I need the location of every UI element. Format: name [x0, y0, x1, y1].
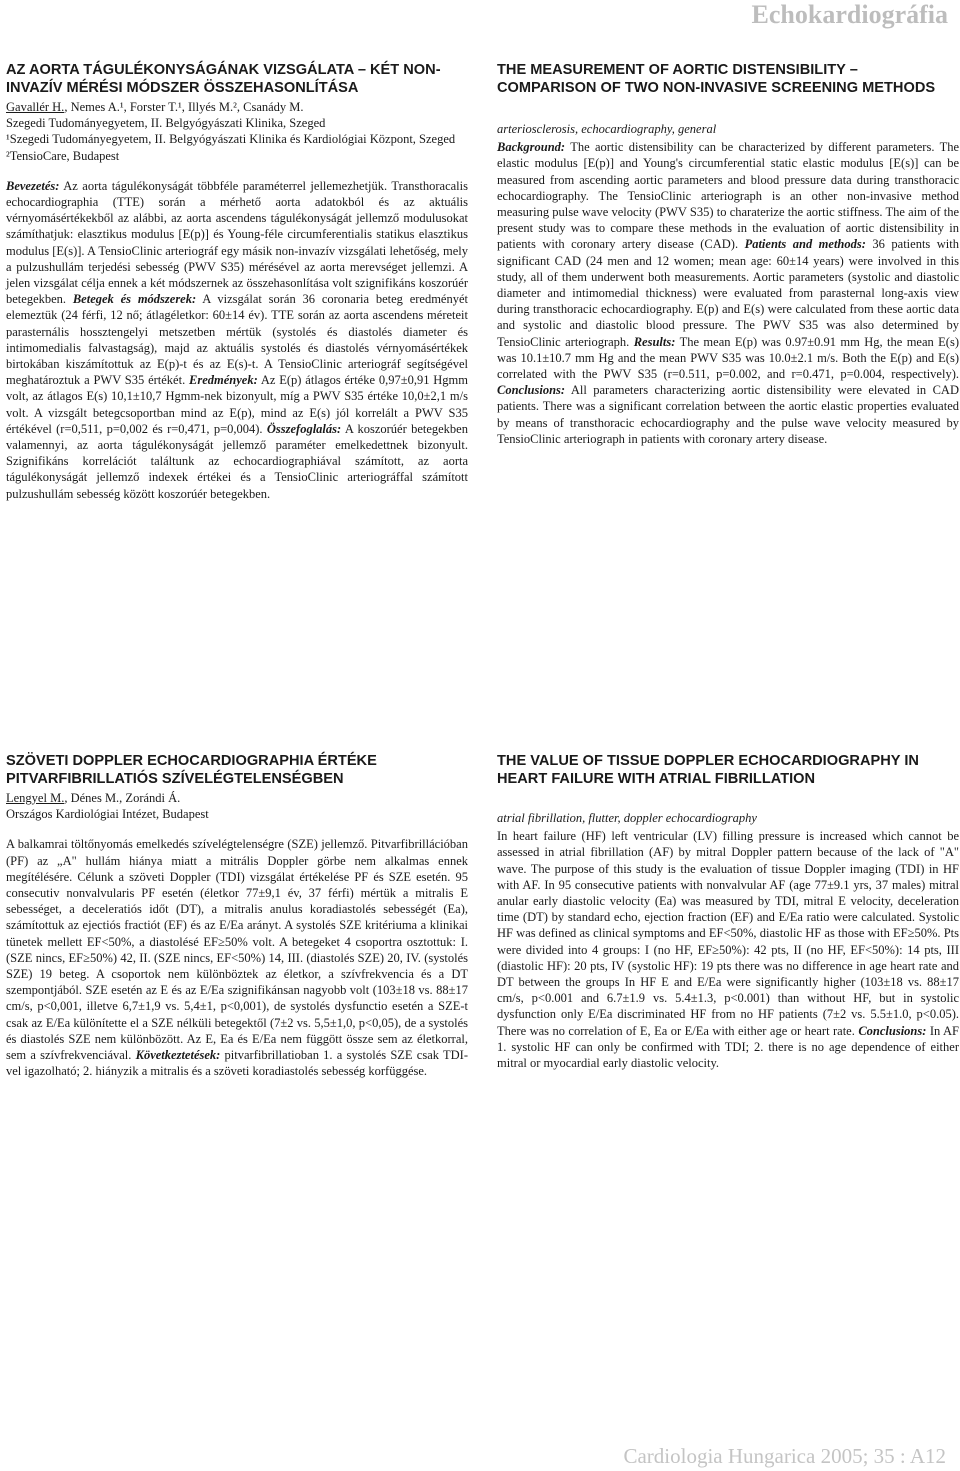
- section-text: Az aorta tágulékonyságát többféle paraméterrel jellemezhetjük. Transthoracalis echocardiographia (TTE) során a mérhető aorta adatokból és az aktuális vérnyomásértékekből az alábbi, az aorta ascendens tágulékonyságát jellemző modulusokat számíthatjuk: elasztikus modulus [E(p)] és Young-féle circumferentialis statikus elasztikus modulus [E(s)]. A TensioClinic arteriográf egy másik non-invazív vizsgálati lehetőség, mely a pulzushullám terjedési sebesség (PWV S35) mérésével az aorta merevséget jellemzi. A jelen vizsgálat célja ennek a két módszernek az összehasonlítása volt szignifikáns koszorúér betegekben.: [6, 178, 468, 307]
- abstract-body: [6, 836, 468, 1079]
- section-label: Patients and methods:: [744, 237, 866, 252]
- coauthors: , Nemes A.¹, Forster T.¹, Illyés M.², Csanády M.: [64, 100, 304, 114]
- abstract-title: THE MEASUREMENT OF AORTIC DISTENSIBILITY – COMPARISON OF TWO NON-INVASIVE SCREENING METHODS: [497, 62, 936, 96]
- section-header: Echokardiográfia: [751, 0, 948, 29]
- section-label: Results:: [633, 334, 676, 349]
- keywords: arteriosclerosis, echocardiography, general: [497, 122, 717, 136]
- abstract-en-aortic: [497, 62, 959, 447]
- affiliation: Országos Kardiológiai Intézet, Budapest: [6, 807, 209, 822]
- section-label: Conclusions:: [858, 1023, 927, 1038]
- section-label: Következtetések:: [135, 1048, 221, 1063]
- presenting-author: Lengyel M.: [6, 791, 65, 805]
- abstract-body: [497, 828, 959, 1071]
- journal-citation: Cardiologia Hungarica 2005; 35 : A12: [623, 1444, 946, 1468]
- section-label: Eredmények:: [189, 373, 258, 388]
- abstract-body: [6, 178, 468, 502]
- section-text: In heart failure (HF) left ventricular (LV) filling pressure is increased which cannot be assessed in atrial fibrillation (AF) by mitral Doppler pattern because of the lack of "A" wave. The purpose of this study is the evaluation of tissue Doppler imaging (TDI) in HF with AF. In 95 consecutive patients with nonvalvular AF (age 77±9.1 yrs, 37 males) mitral anular early diastolic velocity (Ea) was measured by TDI, mitral E velocity, deceleration time (DT) by standard echo, ejection fraction (EF) and E/Ea ratio were calculated. Systolic HF was defined as clinical symptoms and EF<50%, diastolic HF as those with EF≥50%. Pts were divided into 4 groups: I (no HF, EF≥50%): 42 pts, II (no HF, EF<50%): 14 pts, III (diastolic HF): 20 pts, IV (systolic HF): 19 pts there was no difference in age heart rate and DT between the groups In HF E and E/Ea were significantly higher (103±18 vs. 88±17 cm/s, p<0.001 and 6.7±1.9 vs. 5.4±1.3, p<0.001) than without HF, but in systolic dysfunction only E/Ea discriminated HF from no HF patients (7±2 vs. 5.5±1.0, p<0.05). There was no correlation of E, Ea or E/Ea with either age or heart rate.: [497, 829, 959, 1038]
- coauthors: , Dénes M., Zorándi Á.: [64, 791, 181, 805]
- section-label: Betegek és módszerek:: [72, 292, 197, 307]
- abstract-en-doppler: [497, 753, 959, 1071]
- author-list: [6, 790, 468, 806]
- section-label: Conclusions:: [497, 383, 566, 398]
- section-text: A vizsgálat során 36 coronaria beteg eredményét elemeztük (24 férfi, 12 nő; átlagéletkor: 60±14 év). TTE során az aorta ascendens méreteit parasternális hossztengelyi metszetben mértük (systolés és diastolés diameter és intimomedialis falvastagság), majd az aktuális systolés és diastolés vérnyomásértékek birtokában kiszámítottuk az E(p)-t és az E(s)-t. A TensioClinic arteriográf segítségével meghatároztuk a PWV S35 értékét.: [6, 292, 468, 388]
- abstract-title: SZÖVETI DOPPLER ECHOCARDIOGRAPHIA ÉRTÉKE PITVARFIBRILLATIÓS SZÍVELÉGTELENSÉGBEN: [6, 753, 377, 787]
- abstract-title: THE VALUE OF TISSUE DOPPLER ECHOCARDIOGRAPHY IN HEART FAILURE WITH ATRIAL FIBRILLATION: [497, 753, 919, 787]
- section-label: Összefoglalás:: [266, 421, 342, 436]
- section-text: A balkamrai töltőnyomás emelkedés szívelégtelenségre (SZE) jellemző. Pitvarfibrillációban (PF) az „A" hullám hiánya miatt a mitrális Doppler görbe nem alkalmas ennek megítélésére. Célunk a szöveti Doppler (TDI) vizsgálat értékelése PF és SZE esetén. 95 consecutiv nonvalvularis PF esetén (életkor 77±9,1 év, 37 férfi) mértük a mitralis E sebességet, a deceleratiós időt (DT), a mitralis anulus koradiastolés sebességét (Ea), számítottuk az ejectiós fractiót (EF) és az E/Ea arányt. A systolés SZE kritériuma a klinikai tünetek mellett EF<50%, a diastolésé EF≥50% volt. A betegeket 4 csoportra osztottuk: I. (SZE nincs, EF≥50%) 42, II. (SZE nincs, EF<50%) 14, III. (diastolés SZE) 20, IV. (systolés SZE) 19 beteg. A csoportok nem különböztek az életkor, a szívfrekvencia és a DT szempontjából. SZE esetén az E és az E/Ea szignifikánsan nagyobb volt (103±18 vs. 88±17 cm/s, p<0,001, illetve 6,7±1,9 vs. 5,4±1, p<0,001), de systolés dysfunctio esetén a SZE-t csak az E/Ea különítette el a SZE nélküli betegektől (7±2 vs. 5,5±1,0, p<0,05), de a systolés és diastolés SZE nem különbözött. Az E, Ea és E/Ea nem függött össze sem az életkorral, sem a szívfrekvenciával.: [6, 837, 468, 1063]
- abstract-body: [497, 139, 959, 447]
- section-text: All parameters characterizing aortic distensibility were elevated in CAD patients. There was a significant correlation between the aortic elastic properties evaluated by means of transthoracic echocardiography and the pulse wave velocity measured by TensioClinic arteriograph in patients with coronary artery disease.: [497, 383, 959, 446]
- section-text: pitvarfibrillatioban 1. a systolés SZE csak TDI-vel igazolható; 2. hiányzik a mitralis és a szöveti koradiastolés sebesség korfüggése.: [6, 1048, 468, 1079]
- section-text: In AF 1. systolic HF can only be confirmed with TDI; 2. there is no age dependence of either mitral or myocardial early diastolic velocity.: [497, 1023, 960, 1071]
- affiliation: Szegedi Tudományegyetem, II. Belgyógyászati Klinika, Szeged: [6, 116, 326, 131]
- section-text: 36 patients with significant CAD (24 men and 12 women; mean age: 60±14 years) were involved in this study, all of them underwent both measurements. Aortic parameters (systolic and diastolic diameter and intimomedial thickness) were evaluated from parasternal long-axis view during transthoracic echocardiography. E(p) and E(s) were calculated from these aortic data and systolic and diastolic blood pressure. The PWV S35 was also determined by TensioClinic arteriograph.: [497, 237, 960, 349]
- section-label: Background:: [497, 140, 566, 155]
- affiliation: ²TensioCare, Budapest: [6, 148, 120, 163]
- section-text: A koszorúér betegekben valamennyi, az aorta tágulékonyságát jellemző paraméter emelkedettnek bizonyult. Szignifikáns korrelációt találtunk az echocardiographiával számított, az aorta tágulékonyságát jellemző indexek értékei és a TensioClinic arteriográffal számított pulzushullám sebesség között koszorúér betegekben.: [6, 421, 468, 501]
- affiliation: ¹Szegedi Tudományegyetem, II. Belgyógyászati Klinika és Kardiológiai Központ, Szeged: [6, 132, 456, 147]
- section-label: Bevezetés:: [6, 178, 60, 193]
- presenting-author: Gavallér H.: [6, 100, 65, 114]
- section-text: The aortic distensibility can be characterized by different parameters. The elastic modulus [E(p)] and Young's circumferential static elastic modulus [E(s)] can be measured from ascending aortic parameters and blood pressure data during transthoracic echocardiography. The TensioClinic arteriograph is an other non-invasive method measuring pulse wave velocity (PWV S35) to charaterize the aortic stiffness. The aim of the present study was to compare these methods in the evaluation of aortic distensibility in patients with coronary artery disease (CAD).: [497, 140, 959, 252]
- author-list: [6, 99, 468, 115]
- abstract-title: AZ AORTA TÁGULÉKONYSÁGÁNAK VIZSGÁLATA – KÉT NON-INVAZÍV MÉRÉSI MÓDSZER ÖSSZEHASONLÍTÁSA: [6, 62, 441, 96]
- section-text: Az E(p) átlagos értéke 0,97±0,91 Hgmm volt, az átlagos E(s) 10,1±10,7 Hgmm-nek bizonyult, míg a PWV S35 értéke 10,0±2,1 m/s volt. A vizsgált betegcsoportban mind az E(p), mind az E(s) jól korrelált a PWV S35 értékével (r=0,511, p=0,002 és r=0,471, p=0,004).: [6, 373, 468, 436]
- abstract-hu-aortic: [6, 62, 468, 502]
- section-text: The mean E(p) was 0.97±0.91 mm Hg, the mean E(s) was 10.1±10.7 mm Hg and the mean PWV S35 was 10.0±2.1 m/s. Both the E(p) and E(s) correlated with the PWV S35 (r=0.511, p=0.002, and r=0.471, p=0.004, respectively).: [497, 334, 959, 382]
- keywords: atrial fibrillation, flutter, doppler echocardiography: [497, 811, 757, 825]
- abstract-hu-doppler: [6, 753, 468, 1079]
